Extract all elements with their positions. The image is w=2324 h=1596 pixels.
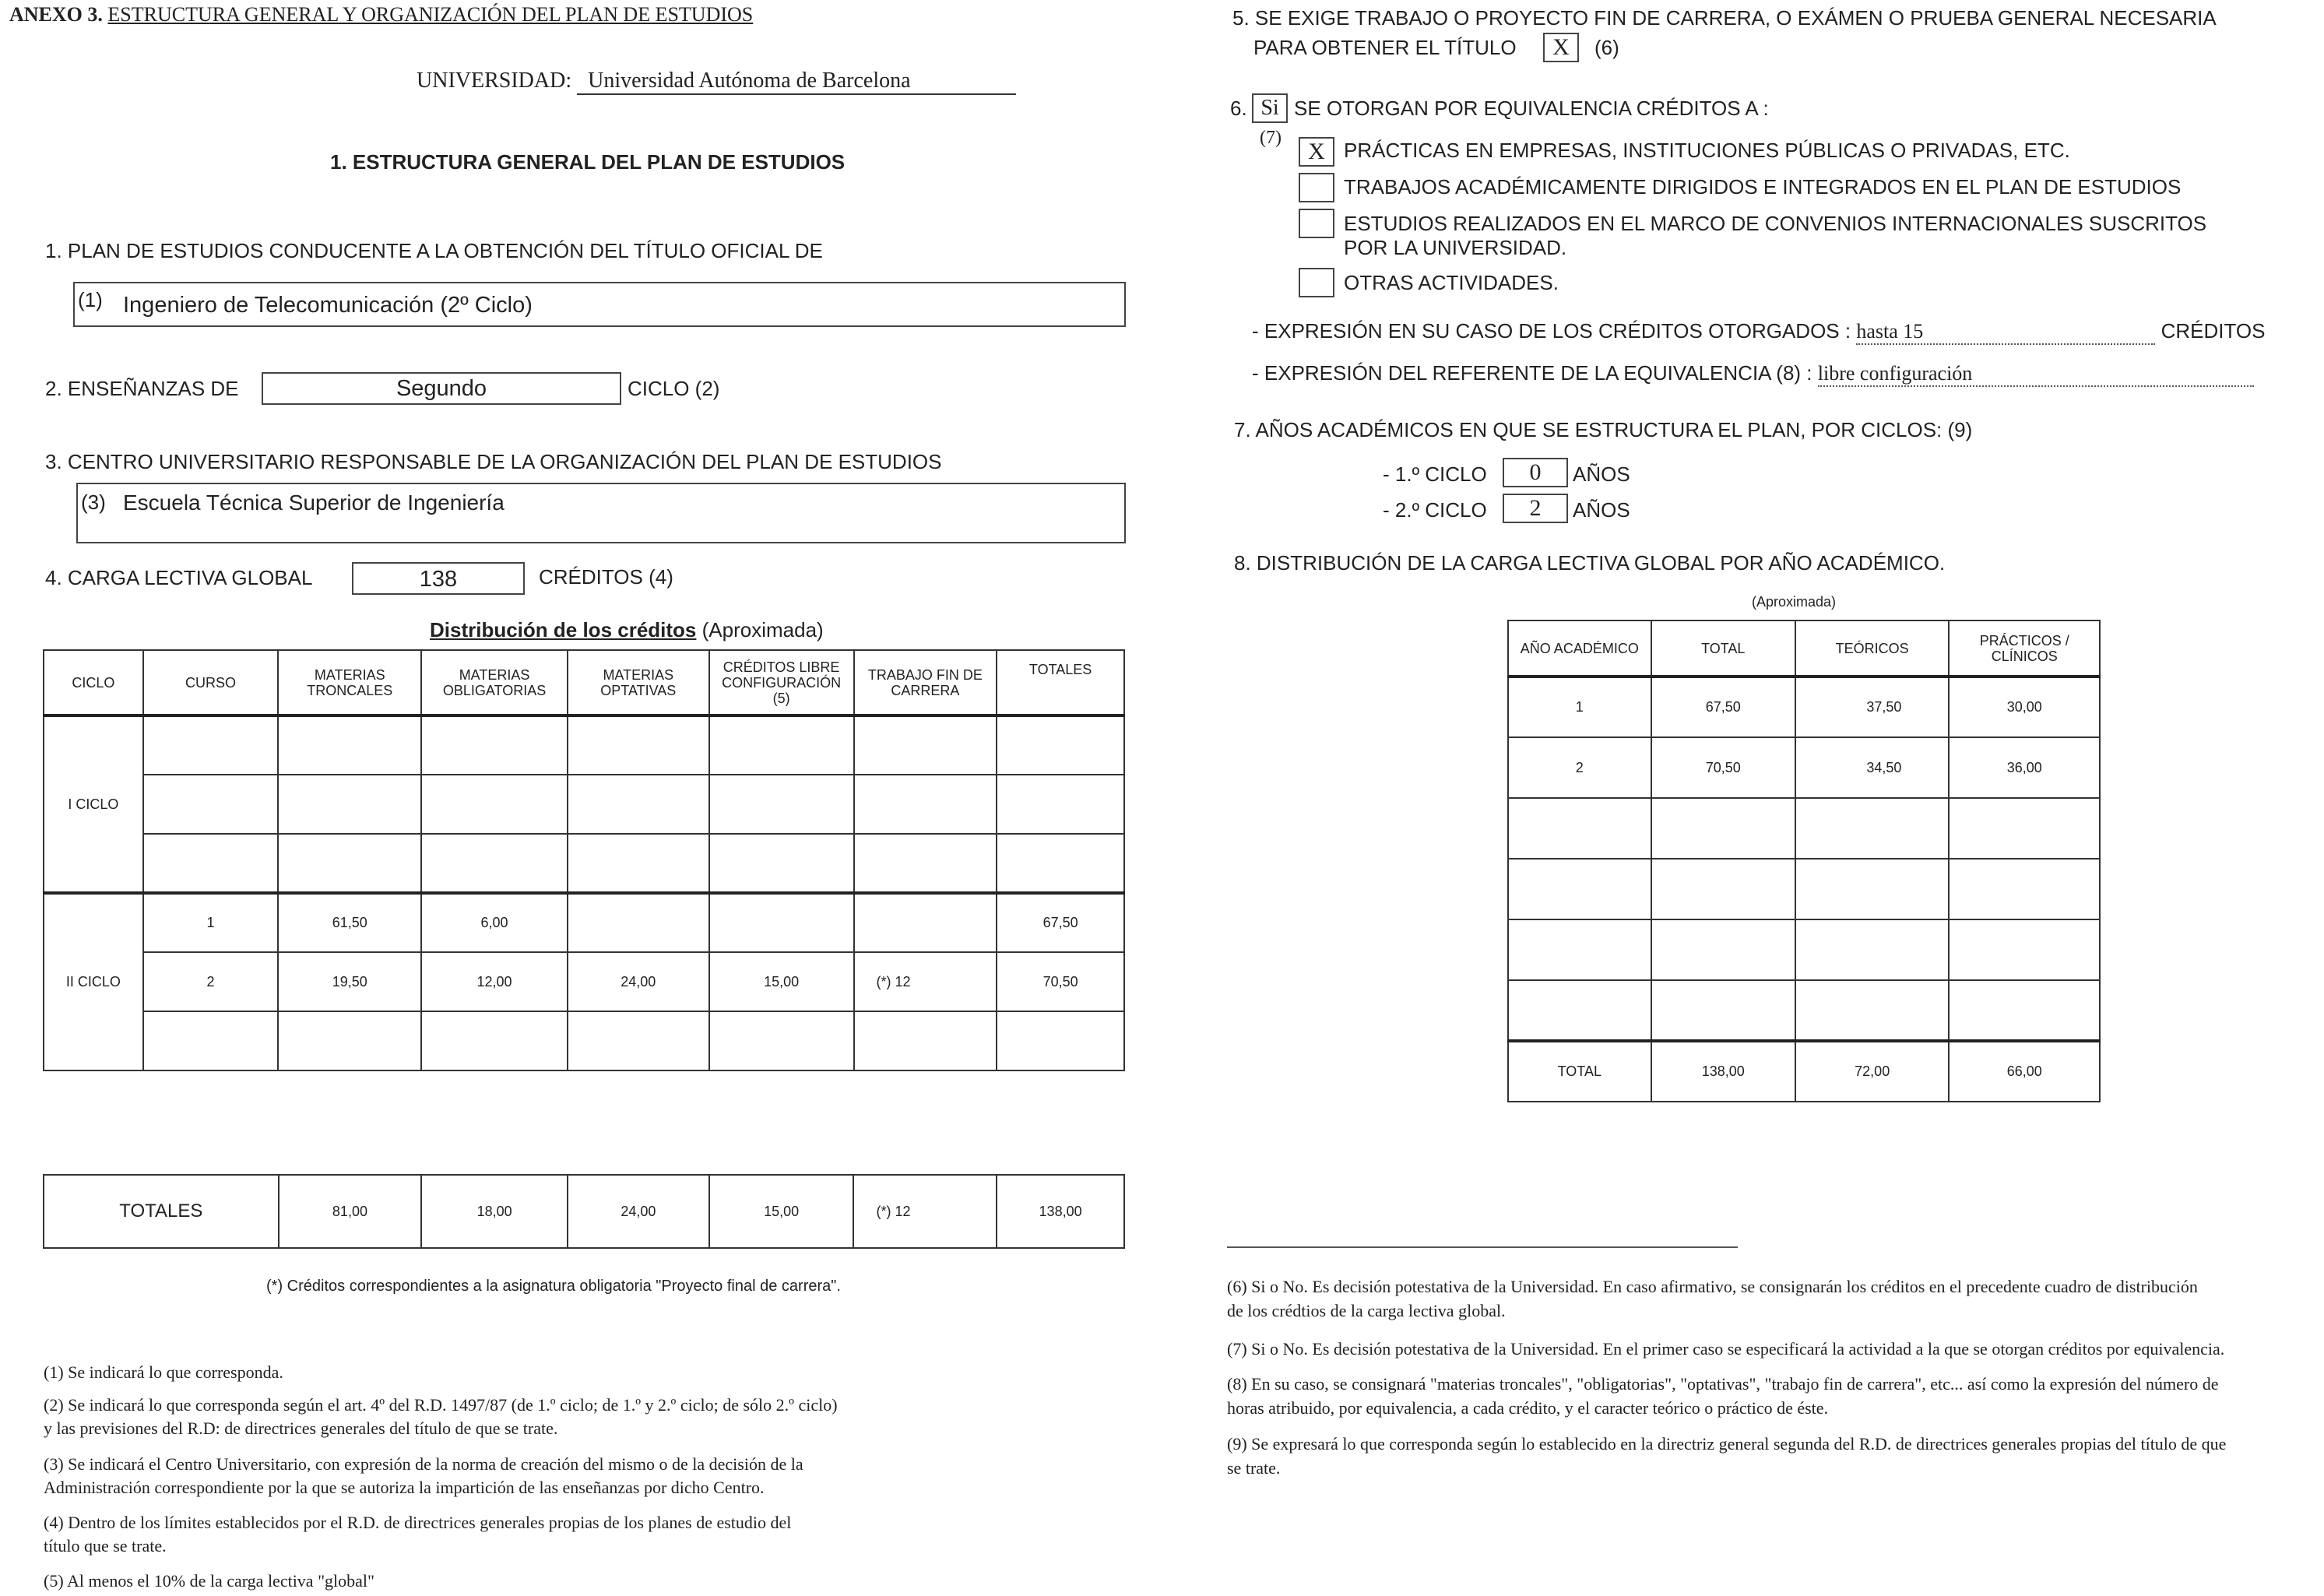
- exp1-value: hasta 15: [1856, 320, 2155, 345]
- table-cell: TOTAL: [1508, 1041, 1651, 1102]
- totals-cell: (*) 12: [853, 1175, 997, 1248]
- q5-label: 5. SE EXIGE TRABAJO O PROYECTO FIN DE CARRERA, O EXÁMEN O PRUEBA GENERAL NECESARIA: [1232, 6, 2217, 30]
- footnote-5: (5) Al menos el 10% de la carga lectiva "global": [44, 1571, 375, 1591]
- option-label: OTRAS ACTIVIDADES.: [1344, 271, 1559, 294]
- distribution-title: [430, 618, 824, 642]
- table-cell: [854, 893, 997, 952]
- exp2-label: - EXPRESIÓN DEL REFERENTE DE LA EQUIVALENCIA (8) :: [1252, 361, 1812, 385]
- q7-label: 7. AÑOS ACADÉMICOS EN QUE SE ESTRUCTURA EL PLAN, POR CICLOS: (9): [1234, 418, 1973, 441]
- footnote-4-cont: título que se trate.: [44, 1536, 167, 1556]
- ciclo2-years: 2: [1503, 494, 1568, 523]
- table-cell: 66,00: [1949, 1041, 2100, 1102]
- footnote-6: (6) Si o No. Es decisión potestativa de la Universidad. En caso afirmativo, se consignarán los créditos en el precedente cuadro de distribución: [1227, 1277, 2198, 1296]
- ciclo1-years: 0: [1503, 458, 1568, 487]
- footnote-6-cont: de los crédtios de la carga lectiva global.: [1227, 1301, 1506, 1320]
- exp1-line: [1252, 319, 2265, 345]
- exp1-label: - EXPRESIÓN EN SU CASO DE LOS CRÉDITOS OTORGADOS :: [1252, 319, 1851, 343]
- option-label: TRABAJOS ACADÉMICAMENTE DIRIGIDOS E INTEGRADOS EN EL PLAN DE ESTUDIOS: [1344, 175, 2182, 199]
- table-row: [44, 775, 1124, 834]
- option-checkbox: [1299, 268, 1334, 297]
- table-row: [44, 834, 1124, 893]
- option-checkbox: [1299, 173, 1334, 202]
- totals-cell: 18,00: [421, 1175, 568, 1248]
- table-cell: [568, 893, 709, 952]
- totals-cell: 81,00: [279, 1175, 422, 1248]
- table-cell: (*) 12: [854, 952, 997, 1011]
- year-header-total: TOTAL: [1651, 620, 1795, 677]
- q2-label: 2. ENSEÑANZAS DE: [45, 377, 239, 400]
- university-label: UNIVERSIDAD:: [417, 69, 572, 93]
- exp2-value: libre configuración: [1818, 362, 2254, 387]
- q8-approx: (Aproximada): [1752, 594, 1837, 610]
- table-cell: 67,50: [1651, 677, 1795, 737]
- option-checkbox: X: [1299, 137, 1334, 167]
- footnote-divider: [1227, 1246, 1738, 1248]
- table-cell: 36,00: [1949, 737, 2100, 798]
- table-cell: 24,00: [568, 952, 709, 1011]
- q8-label: 8. DISTRIBUCIÓN DE LA CARGA LECTIVA GLOBAL POR AÑO ACADÉMICO.: [1234, 551, 1946, 575]
- col-header-troncales: MATERIAS TRONCALES: [278, 650, 421, 715]
- q1-note: (1): [78, 288, 103, 311]
- year-table: [1507, 620, 2101, 1102]
- col-header-libre-config: CRÉDITOS LIBRE CONFIGURACIÓN (5): [709, 650, 854, 715]
- footnote-8-cont: horas atribuido, por equivalencia, a cada crédito, y el caracter teórico o práctico de éste.: [1227, 1398, 1829, 1418]
- footnote-4: (4) Dentro de los límites establecidos por el R.D. de directrices generales propias de los planes de estudio del: [44, 1513, 792, 1532]
- table-cell: 6,00: [421, 893, 568, 952]
- table-cell: 70,50: [997, 952, 1124, 1011]
- q5-label-cont: PARA OBTENER EL TÍTULO: [1253, 36, 1517, 59]
- table-cell: 61,50: [278, 893, 421, 952]
- table-note: (*) Créditos correspondientes a la asignatura obligatoria "Proyecto final de carrera".: [266, 1278, 841, 1295]
- table-row: [44, 715, 1124, 775]
- table-row: [44, 1011, 1124, 1070]
- q3-value: Escuela Técnica Superior de Ingeniería: [123, 490, 505, 515]
- option-checkbox: [1299, 209, 1334, 238]
- footnote-1: (1) Se indicará lo que corresponda.: [44, 1362, 283, 1382]
- totals-table: [43, 1174, 1125, 1249]
- footnote-2: (2) Se indicará lo que corresponda según el art. 4º del R.D. 1497/87 (de 1.º ciclo; de 1.º y 2.º ciclo; de sólo 2.º ciclo): [44, 1395, 838, 1415]
- col-header-curso: CURSO: [143, 650, 279, 715]
- distribution-approx: (Aproximada): [701, 618, 824, 642]
- table-cell: 37,50: [1795, 677, 1950, 737]
- totals-label: TOTALES: [44, 1175, 279, 1248]
- table-row: [1508, 677, 2100, 737]
- q6-label: SE OTORGAN POR EQUIVALENCIA CRÉDITOS A :: [1294, 97, 1769, 120]
- totals-cell: 24,00: [568, 1175, 709, 1248]
- table-cell: 72,00: [1795, 1041, 1950, 1102]
- q1-value: Ingeniero de Telecomunicación (2º Ciclo): [123, 293, 533, 318]
- section-title: 1. ESTRUCTURA GENERAL DEL PLAN DE ESTUDIOS: [330, 150, 846, 174]
- footnote-7: (7) Si o No. Es decisión potestativa de la Universidad. En el primer caso se especificará la actividad a la que se otorgan créditos por equivalencia.: [1227, 1339, 2225, 1359]
- col-header-trabajo-fin: TRABAJO FIN DE CARRERA: [854, 650, 997, 715]
- q4-field: 138: [352, 562, 525, 595]
- university-line: [417, 69, 1016, 95]
- table-row: [44, 952, 1124, 1011]
- option-label: PRÁCTICAS EN EMPRESAS, INSTITUCIONES PÚBLICAS O PRIVADAS, ETC.: [1344, 139, 2070, 162]
- credits-table: [43, 649, 1125, 1071]
- distribution-heading: Distribución de los créditos: [430, 618, 697, 642]
- table-row: [1508, 859, 2100, 919]
- table-cell: 67,50: [997, 893, 1124, 952]
- table-row: [1508, 737, 2100, 798]
- footnote-9: (9) Se expresará lo que corresponda según lo establecido en la directriz general segunda del R.D. de directrices generales propias del título de que: [1227, 1434, 2227, 1454]
- footnote-3: (3) Se indicará el Centro Universitario, con expresión de la norma de creación del mismo o de la decisión de la: [44, 1454, 803, 1474]
- year-header-teoricos: TEÓRICOS: [1795, 620, 1950, 677]
- table-cell: 15,00: [709, 952, 854, 1011]
- q3-field: [76, 483, 1126, 543]
- table-cell: 1: [143, 893, 279, 952]
- annex-heading: [9, 3, 753, 26]
- table-cell: 12,00: [421, 952, 568, 1011]
- table-cell: 1: [1508, 677, 1651, 737]
- year-header-practicos: PRÁCTICOS / CLÍNICOS: [1949, 620, 2100, 677]
- totals-cell: 138,00: [997, 1175, 1124, 1248]
- col-header-optativas: MATERIAS OPTATIVAS: [568, 650, 709, 715]
- q1-field: [73, 282, 1126, 327]
- footnote-3-cont: Administración correspondiente por la que se autoriza la impartición de las enseñanzas por dicho Centro.: [44, 1478, 765, 1497]
- footnote-9-cont: se trate.: [1227, 1458, 1281, 1478]
- ciclo2-anos: AÑOS: [1573, 498, 1630, 522]
- option-label: ESTUDIOS REALIZADOS EN EL MARCO DE CONVENIOS INTERNACIONALES SUSCRITOS: [1344, 212, 2207, 235]
- university-value: Universidad Autónoma de Barcelona: [577, 69, 1016, 95]
- totals-cell: 15,00: [709, 1175, 854, 1248]
- footnote-8: (8) En su caso, se consignará "materias troncales", "obligatorias", "optativas", "trabajo fin de carrera", etc... así como la expresión del número de: [1227, 1374, 2219, 1394]
- q6-number: 6.: [1230, 97, 1247, 120]
- q2-field: Segundo: [262, 372, 621, 405]
- table-row: [1508, 980, 2100, 1041]
- ciclo-i-cell: I CICLO: [44, 715, 143, 893]
- table-cell: 34,50: [1795, 737, 1950, 798]
- exp2-line: [1252, 361, 2254, 387]
- q3-note: (3): [81, 490, 106, 514]
- col-header-obligatorias: MATERIAS OBLIGATORIAS: [421, 650, 568, 715]
- q4-suffix: CRÉDITOS (4): [539, 565, 673, 589]
- table-cell: 138,00: [1651, 1041, 1795, 1102]
- q6-note: (7): [1260, 128, 1282, 148]
- footnote-2-cont: y las previsiones del R.D: de directrices generales del título de que se trate.: [44, 1418, 558, 1438]
- table-cell: 30,00: [1949, 677, 2100, 737]
- ciclo1-label: - 1.º CICLO: [1383, 462, 1487, 486]
- q1-label: 1. PLAN DE ESTUDIOS CONDUCENTE A LA OBTENCIÓN DEL TÍTULO OFICIAL DE: [45, 239, 823, 262]
- annex-number: ANEXO 3.: [9, 3, 103, 26]
- annex-title: ESTRUCTURA GENERAL Y ORGANIZACIÓN DEL PLAN DE ESTUDIOS: [107, 3, 754, 26]
- table-cell: 19,50: [278, 952, 421, 1011]
- q3-label: 3. CENTRO UNIVERSITARIO RESPONSABLE DE LA ORGANIZACIÓN DEL PLAN DE ESTUDIOS: [45, 450, 942, 473]
- q6-checkbox: Si: [1252, 93, 1288, 123]
- q5-checkbox: X: [1543, 33, 1579, 62]
- table-cell: 2: [143, 952, 279, 1011]
- total-row: [1508, 1041, 2100, 1102]
- table-row: [44, 893, 1124, 952]
- q2-suffix: CICLO (2): [628, 377, 720, 400]
- ciclo-ii-cell: II CICLO: [44, 893, 143, 1070]
- col-header-ciclo: CICLO: [44, 650, 143, 715]
- q4-label: 4. CARGA LECTIVA GLOBAL: [45, 566, 313, 589]
- table-row: [1508, 798, 2100, 859]
- table-cell: 70,50: [1651, 737, 1795, 798]
- col-header-totales: TOTALES: [997, 650, 1124, 715]
- table-cell: [709, 893, 854, 952]
- exp1-suffix: CRÉDITOS: [2161, 319, 2266, 343]
- year-header-ano: AÑO ACADÉMICO: [1508, 620, 1651, 677]
- option-label-cont: POR LA UNIVERSIDAD.: [1344, 236, 1567, 259]
- table-cell: 2: [1508, 737, 1651, 798]
- table-row: [1508, 919, 2100, 980]
- ciclo2-label: - 2.º CICLO: [1383, 498, 1487, 522]
- ciclo1-anos: AÑOS: [1573, 462, 1630, 486]
- q5-note: (6): [1594, 36, 1619, 59]
